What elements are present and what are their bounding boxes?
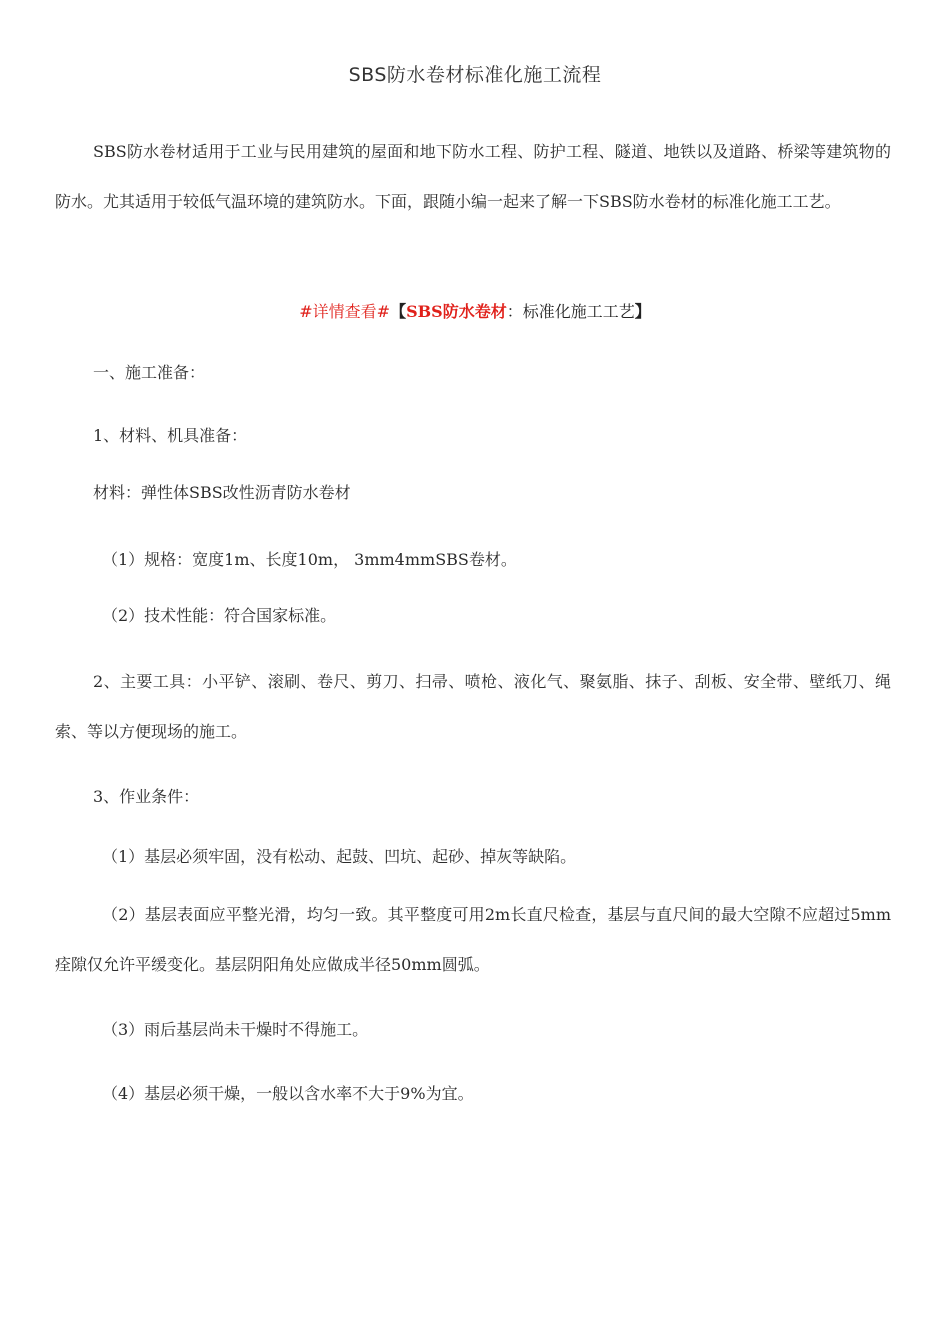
link-rest-text: ：标准化施工工艺: [506, 302, 635, 321]
item-materials-tools-heading: 1、材料、机具准备：: [93, 426, 248, 445]
condition-1: （1）基层必须牢固，没有松动、起鼓、凹坑、起砂、掉灰等缺陷。: [102, 847, 577, 866]
section-heading-preparation: 一、施工准备：: [93, 363, 206, 382]
spec-line: （1）规格：宽度1m、长度10m， 3mm4mmSBS卷材。: [102, 550, 517, 569]
sbs-waterproof-link[interactable]: SBS防水卷材: [406, 302, 507, 321]
item-work-conditions-heading: 3、作业条件：: [93, 787, 200, 806]
detail-tag-link[interactable]: #详情查看#: [299, 302, 391, 321]
close-bracket: 】: [634, 302, 651, 321]
material-line: 材料：弹性体SBS改性沥青防水卷材: [93, 483, 351, 502]
condition-3: （3）雨后基层尚未干燥时不得施工。: [102, 1020, 369, 1039]
condition-2: （2）基层表面应平整光滑，均匀一致。其平整度可用2m长直尺检查，基层与直尺间的最大空隙不应超过5mm痊隙仅允许平缓变化。基层阴阳角处应做成半径50mm圆弧。: [55, 905, 891, 974]
open-bracket: 【: [390, 302, 407, 321]
page-title: SBS防水卷材标准化施工流程: [348, 64, 602, 86]
detail-link-line: [0, 300, 950, 324]
condition-4: （4）基层必须干燥，一般以含水率不大于9%为宜。: [102, 1084, 474, 1103]
tools-paragraph: 2、主要工具：小平铲、滚刷、卷尺、剪刀、扫帚、喷枪、液化气、聚氨脂、抹子、刮板、安全带、壁纸刀、绳索、等以方便现场的施工。: [55, 672, 891, 741]
tech-performance-line: （2）技术性能：符合国家标准。: [102, 606, 337, 625]
intro-paragraph: SBS防水卷材适用于工业与民用建筑的屋面和地下防水工程、防护工程、隧道、地铁以及道路、桥梁等建筑物的防水。尤其适用于较低气温环境的建筑防水。下面，跟随小编一起来了解一下SBS防水卷材的标准化施工工艺。: [55, 142, 891, 211]
